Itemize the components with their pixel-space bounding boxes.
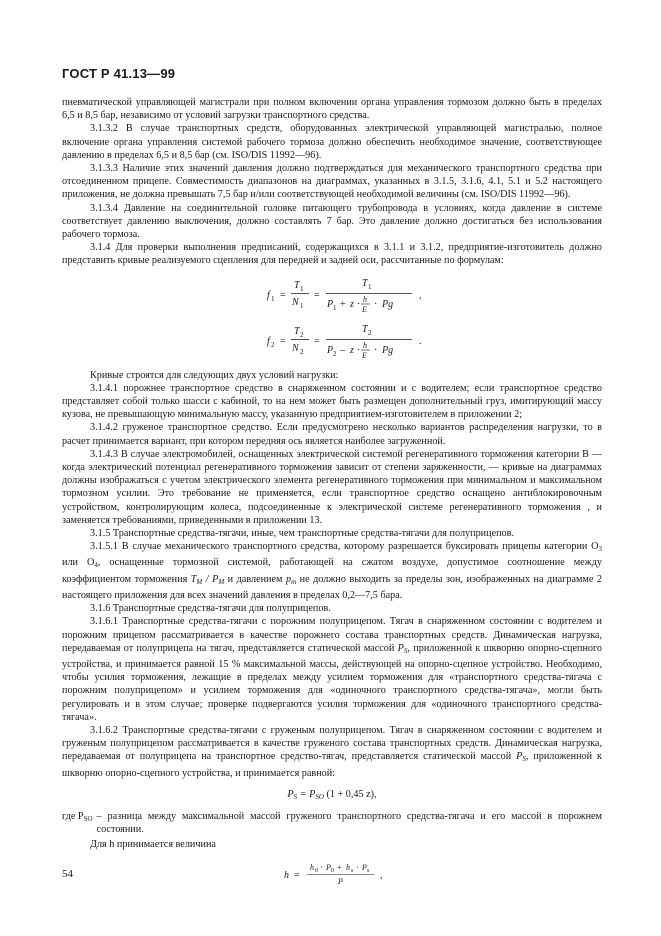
page-number: 54 <box>62 868 73 880</box>
svg-text:=: = <box>280 289 286 301</box>
svg-text:2: 2 <box>271 340 275 349</box>
svg-text:=: = <box>314 335 320 347</box>
svg-text:1: 1 <box>300 301 304 310</box>
svg-text:0: 0 <box>315 867 318 874</box>
paragraph: 3.1.3.2 В случае транспортных средств, оборудованных электрической управляющей магистралью, полное включение органа управления системой рабочего тормоза должно обеспечить необходимое значение, соответствующее давлению в пределах 6,5 и 8,5 бар (см. ISO/DIS 11992—96). <box>62 123 602 161</box>
document-header: ГОСТ Р 41.13—99 <box>62 66 176 81</box>
text-run: или O <box>62 557 95 569</box>
page-body <box>62 96 602 892</box>
svg-text:P: P <box>362 862 367 872</box>
svg-text:Pg: Pg <box>382 298 394 310</box>
formula-ps: $P_S = P_{SO}$ (1 + 0,45 z), <box>287 788 377 801</box>
svg-text:T: T <box>294 325 300 337</box>
svg-text:P: P <box>338 876 343 886</box>
text-run: не должно выходить за пределы зон, изображенных на диаграмме 2 настоящего приложения для всех значений давления в пределах 0,2—7,5 бара. <box>62 573 602 601</box>
svg-text:h: h <box>363 340 367 350</box>
text-run: и давлением <box>224 573 286 585</box>
svg-text:1: 1 <box>368 282 372 291</box>
svg-text:P: P <box>326 862 331 872</box>
svg-text:P: P <box>327 344 334 356</box>
svg-text:·: · <box>357 344 361 356</box>
svg-text:+: + <box>337 862 342 872</box>
svg-text:0: 0 <box>331 867 334 874</box>
formula-text: P <box>287 788 294 800</box>
svg-text:,: , <box>419 289 422 301</box>
svg-text:E: E <box>362 304 367 314</box>
paragraph: 3.1.4 Для проверки выполнения предписаний, содержащихся в 3.1.1 и 3.1.2, предприятие-изготовитель должно представить кривые реализуемого сцепления для передней и задней оси, рассчитанные по формулам: <box>62 242 602 267</box>
svg-text:2: 2 <box>300 347 304 356</box>
paragraph: 3.1.5.1 В случае механического транспортного средства, которому разрешается буксировать прицепы категории $O_3$ или $O_4$, оснащенные тормозной системой, работающей на сжатом воздухе, допустимое соотношение между коэффициентом торможения $T_M / P_M$ и давлением $p_m$ не должно выходить за пределы зон, изображенных на диаграмме 2 настоящего приложения для всех значений давления в пределах 0,2—7,5 бара. <box>62 541 602 601</box>
svg-text:.: . <box>419 335 422 347</box>
svg-text:·: · <box>374 298 378 310</box>
svg-text:Pg: Pg <box>382 344 394 356</box>
formula-h <box>62 858 602 888</box>
paragraph: 3.1.6.2 Транспортные средства-тягачи с груженым полуприцепом. Тягач в снаряженном состоянии с водителем и груженым полуприцепом рассматривается в качестве груженого состава транспортных средств. Динамическая нагрузка, передаваемая от полуприцепа на транспортное средство-тягач, представляется статической массой $P_S$, приложенной к шкворню опорно-сцепного устройства, и принимается равной: <box>62 724 602 779</box>
svg-text:·: · <box>374 344 378 356</box>
paragraph: 3.1.4.2 груженое транспортное средство. Если предусмотрено несколько вариантов распределения нагрузки, то в расчет принимается вариант, при котором передняя ось является наиболее загруженной. <box>62 422 602 447</box>
paragraph: 3.1.6 Транспортные средства-тягачи для полуприцепов. <box>90 603 331 615</box>
svg-text:–: – <box>340 344 345 356</box>
text-run: , оснащенные тормозной системой, работающей на сжатом воздухе, допустимое соотношение между коэффициентом торможения <box>62 557 602 585</box>
text-run: 3.1.5.1 В случае механического транспортного средства, которому разрешается буксировать прицепы категории O <box>90 541 599 553</box>
svg-text:z: z <box>350 344 354 356</box>
svg-text:,: , <box>380 869 383 881</box>
svg-text:·: · <box>357 298 361 310</box>
svg-text:f: f <box>267 335 270 347</box>
formula-f1 <box>62 274 602 314</box>
paragraph: 3.1.3.4 Давление на соединительной головке питающего трубопровода в условиях, когда давление в системе соответствует давлению выключения, должно составлять 7 бар. Это давление должно достигаться без использования рабочего тормоза. <box>62 202 602 241</box>
paragraph: 3.1.4.3 В случае электромобилей, оснащенных электрической системой регенеративного торможения категории В — когда электрический потенциал регенеративного торможения зависит от степени заряженности, — кривые на диаграммах должны изображаться с учетом электрического элемента регенеративного торможения при минимальном и максимальном тормозном усилии. Это требование не применяется, если транспортное средство оснащено антиблокировочным устройством, контролирующим колеса, подсоединенные к электрической системе регенеративного торможения , и заменяется требованиями, приведенными в приложении 13. <box>62 448 602 526</box>
definition-desc: – разница между максимальной массой груженого транспортного средства-тягача и его массой в порожнем состоянии. <box>96 810 602 836</box>
svg-text:s: s <box>367 867 370 874</box>
paragraph: Кривые строятся для следующих двух условий нагрузки: <box>90 369 339 381</box>
svg-text:=: = <box>294 869 300 881</box>
paragraph: 3.1.6.1 Транспортные средства-тягачи с порожним полуприцепом. Тягач в снаряженном состоянии с водителем и порожним прицепом рассматривается в качестве порожнего состава транспортных средств. Динамическая нагрузка, передаваемая от полуприцепа на тягач, представляется статической массой $P_S$, приложенной к шкворню опорно-сцепного устройства, и принимается равной 15 % максимальной массы, действующей на опорно-сцепное устройство. Необходимо, чтобы усилия торможения, лежащие в пределах между усилием торможения для «транспортного средства-тягача с порожним полуприцепом» и усилием торможения для «одиночного транспортного средства-тягача», могли быть регулировать и в этом случае; проверке подвергаются усилия торможения для «одиночного транспортного средства-тягача». <box>62 616 603 723</box>
svg-text:1: 1 <box>271 294 275 303</box>
svg-text:h: h <box>310 862 314 872</box>
svg-text:·: · <box>320 862 323 872</box>
svg-text:P: P <box>327 298 334 310</box>
svg-text:·: · <box>356 862 359 872</box>
paragraph: 3.1.3.3 Наличие этих значений давления должно подтверждаться для механического транспортного средства при отсоединенном прицепе. Совместимость диапазонов на диаграммах, указанных в 3.1.5, 3.1.6, 4.1, 5.1 и 5.2 настоящего приложения, не должна превышать 7,5 бар и/или соответствующей необходимой величины (см. ISO/DIS 11992—96). <box>62 163 602 201</box>
svg-text:2: 2 <box>368 328 372 337</box>
definition <box>62 810 602 836</box>
svg-text:h: h <box>346 862 350 872</box>
svg-text:N: N <box>292 342 299 354</box>
svg-text:T: T <box>362 323 368 335</box>
svg-text:=: = <box>280 335 286 347</box>
svg-text:h: h <box>363 294 367 304</box>
svg-text:1: 1 <box>333 303 337 312</box>
paragraph: 3.1.4.1 порожнее транспортное средство в снаряженном состоянии и с водителем; если транспортное средство представляет собой только шасси с кабиной, то на нем может быть размещен дополнительный груз, имитирующий массу кузова, не превышающую минимальную массу, указанную предприятием-изготовителем в приложении 2; <box>62 382 602 421</box>
svg-text:=: = <box>314 289 320 301</box>
svg-text:N: N <box>292 296 299 308</box>
svg-text:z: z <box>350 298 354 310</box>
svg-text:1: 1 <box>300 284 304 293</box>
svg-text:f: f <box>267 289 270 301</box>
definition-term-text: где P <box>62 810 84 822</box>
svg-text:T: T <box>362 277 368 289</box>
definition-term: где $P_{SO}$ <box>62 810 93 823</box>
paragraph: Для h принимается величина <box>90 839 216 851</box>
paragraph: 3.1.5 Транспортные средства-тягачи, иные, чем транспортные средства-тягачи для полуприцепов. <box>90 528 515 540</box>
text-run: , приложенной к шкворню опорно-сцепного устройства, и принимается равной: <box>62 751 602 779</box>
formula-f2 <box>62 320 602 360</box>
svg-text:s: s <box>351 867 354 874</box>
text-run: , приложенной к шкворню опорно-сцепного устройства, и принимается равной 15 % максимальной массы, действующей на опорно-сцепное устройство. Необходимо, чтобы усилия торможения, лежащие в пределах между усилием торможения для «транспортного средства-тягача с порожним полуприцепом» и усилием торможения для «одиночного транспортного средства-тягача», могли быть регулировать и в этом случае; проверке подвергаются усилия торможения для «одиночного транспортного средства-тягача». <box>62 642 603 723</box>
svg-text:T: T <box>294 279 300 291</box>
svg-text:h: h <box>284 869 289 881</box>
formula-text: (1 + 0,45 z), <box>323 788 377 800</box>
text-run: 3.1.6.1 Транспортные средства-тягачи с порожним полуприцепом. Тягач в снаряженном состоянии с водителем и порожним прицепом рассматривается в качестве порожнего состава транспортных средств. Динамическая нагрузка, передаваемая от полуприцепа на тягач, представляется статической массой <box>62 616 602 654</box>
svg-text:2: 2 <box>333 349 337 358</box>
paragraph: пневматической управляющей магистрали при полном включении органа управления тормозом должно быть в пределах 6,5 и 8,5 бар, независимо от условий загрузки транспортного средства. <box>62 97 602 122</box>
svg-text:E: E <box>362 350 367 360</box>
svg-text:+: + <box>340 298 346 310</box>
svg-text:2: 2 <box>300 330 304 339</box>
text-run: 3.1.6.2 Транспортные средства-тягачи с груженым полуприцепом. Тягач в снаряженном состоянии с водителем и груженым полуприцепом рассматривается в качестве груженого состава транспортных средств. Динамическая нагрузка, передаваемая от полуприцепа на транспортное средство-тягач, представляется статической массой <box>62 724 602 763</box>
formula-text: = P <box>297 788 316 800</box>
